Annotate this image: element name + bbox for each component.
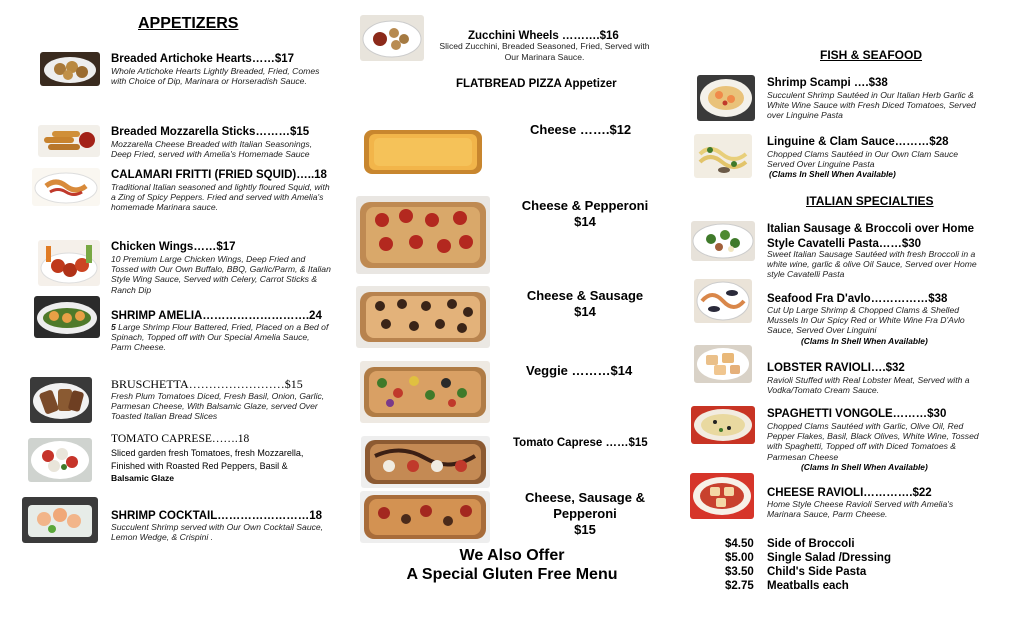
zucchini-desc: Sliced Zucchini, Breaded Seasoned, Fried, Served with Our Marinara Sauce. [439, 41, 650, 62]
appetizer-title: CALAMARI FRITTI (FRIED SQUID)…..18 [111, 169, 327, 181]
flatbread-veggie-label: Veggie ………$14 [526, 363, 633, 378]
side-price: $3.50 [725, 566, 754, 578]
italian-note: (Clams In Shell When Available) [801, 336, 928, 346]
shrimp-amelia-photo [34, 296, 100, 338]
sides-list [725, 534, 891, 590]
mozzarella-sticks-photo [38, 125, 100, 157]
appetizer-title: Chicken Wings……$17 [111, 241, 236, 253]
italian-specialties-header: ITALIAN SPECIALTIES [806, 194, 934, 208]
appetizer-desc [111, 447, 326, 485]
flatbread-csp-price: $15 [574, 522, 596, 537]
caprese-desc-text2: Balsamic Glaze [111, 473, 175, 483]
italian-title: LOBSTER RAVIOLI….$32 [767, 362, 905, 374]
appetizer-title: BRUSCHETTA……………………$15 [111, 377, 303, 391]
shrimp-amelia-desc-text: Large Shrimp Flour Battered, Fried, Placed on a Bed of Spinach, Topped off with Our Special Amelia Sauce, [111, 322, 329, 343]
italian-title-line1: Italian Sausage & Broccoli over Home [767, 223, 975, 235]
appetizer-desc: Whole Artichoke Hearts Lightly Breaded, Fried, Comes with Choice of Dip, Marinara or Horseradish Sauce. [111, 66, 320, 87]
gluten-line2: A Special Gluten Free Menu [406, 566, 618, 583]
flatbread-cheese-photo [360, 120, 486, 184]
tomato-caprese-photo [28, 438, 92, 482]
shrimp-count: 5 [111, 322, 116, 332]
italian-title [767, 222, 974, 252]
side-item [725, 548, 891, 562]
side-name: Single Salad /Dressing [767, 552, 891, 564]
fish-title: Linguine & Clam Sauce………$28 [767, 136, 949, 148]
lobster-ravioli-photo [694, 345, 752, 383]
italian-desc: Home Style Cheese Ravioli Served with Amelia's Marinara Sauce, Parm Cheese. [767, 499, 954, 520]
appetizer-title: SHRIMP COCKTAIL……………………18 [111, 510, 323, 522]
appetizer-title: TOMATO CAPRESE…….18 [111, 433, 250, 445]
flatbread-caprese-photo [361, 436, 490, 488]
sausage-broccoli-photo [691, 221, 755, 261]
bruschetta-photo [30, 377, 92, 423]
appetizer-title: SHRIMP AMELIA……………………….24 [111, 310, 322, 322]
fish-desc: Chopped Clams Sautéed in Our Own Clam Sauce Served Over Linguine Pasta [767, 149, 959, 170]
shrimp-amelia-desc-text2: Parm Cheese. [111, 342, 166, 353]
seafood-fra-diavolo-photo [694, 279, 752, 323]
side-price: $5.00 [725, 552, 754, 564]
flatbread-sausage-name: Cheese & Sausage [526, 288, 644, 303]
flatbread-cheese-label: Cheese …….$12 [530, 122, 632, 137]
linguine-clam-photo [694, 134, 752, 178]
cheese-ravioli-photo [690, 473, 754, 519]
italian-note: (Clams In Shell When Available) [801, 462, 928, 472]
gluten-line1: We Also Offer [459, 547, 565, 564]
artichoke-photo [40, 52, 100, 86]
appetizer-desc: Succulent Shrimp served with Our Own Cocktail Sauce, Lemon Wedge, & Crispini . [111, 522, 324, 543]
flatbread-veggie-photo [360, 361, 490, 423]
side-name: Meatballs each [767, 580, 849, 592]
zucchini-photo [360, 15, 424, 61]
italian-title: Seafood Fra D'avlo……………$38 [767, 293, 948, 305]
appetizer-desc: Mozzarella Cheese Breaded with Italian Seasonings, Deep Fried, served with Amelia's Homemade Sauce [111, 139, 313, 160]
side-name: Child's Side Pasta [767, 566, 867, 578]
appetizers-header: APPETIZERS [138, 15, 239, 32]
side-item [725, 576, 891, 590]
appetizer-desc: Fresh Plum Tomatoes Diced, Fresh Basil, Onion, Garlic, Parmesan Cheese, With Balsamic Glaze, served Over Toasted Italian Bread Slices [111, 391, 325, 422]
fish-desc: Succulent Shrimp Sautéed in Our Italian Herb Garlic & White Wine Sauce with Fresh Diced Tomatoes, Served over Linguine Pasta [767, 90, 976, 121]
side-name: Side of Broccoli [767, 538, 855, 550]
italian-desc: Sweet Italian Sausage Sautéed with fresh Broccoli in a white wine, garlic & olive Oil Sauce, Served over Home style Cavatelli Pasta [767, 249, 977, 280]
fish-title: Shrimp Scampi ….$38 [767, 77, 888, 89]
flatbread-sausage-label [508, 288, 662, 320]
appetizer-title: Breaded Mozzarella Sticks………$15 [111, 126, 310, 138]
italian-title: CHEESE RAVIOLI………….$22 [767, 487, 932, 499]
flatbread-caprese-label: Tomato Caprese ……$15 [513, 437, 648, 449]
side-price: $2.75 [725, 580, 754, 592]
spaghetti-vongole-photo [691, 406, 755, 444]
side-item [725, 534, 891, 548]
caprese-desc-text: Sliced garden fresh Tomatoes, fresh Mozzarella, Finished with Roasted Red Peppers, Basil & [111, 448, 304, 471]
calamari-photo [32, 168, 100, 206]
appetizer-desc: 10 Premium Large Chicken Wings, Deep Fried and Tossed with Our Own Buffalo, BBQ, Garlic/Parm, & Italian Style Wing Sauce, Served with Celery, Carrot Sticks & Ranch Dip [111, 254, 331, 295]
flatbread-csp-name2: Pepperoni [553, 506, 617, 521]
appetizer-desc [111, 322, 335, 353]
italian-title-line2: Style Cavatelli Pasta……$30 [767, 238, 922, 250]
appetizer-title: Breaded Artichoke Hearts……$17 [111, 53, 295, 65]
shrimp-scampi-photo [697, 75, 755, 121]
fish-seafood-header: FISH & SEAFOOD [820, 48, 923, 62]
side-item [725, 562, 891, 576]
italian-title: SPAGHETTI VONGOLE………$30 [767, 408, 947, 420]
flatbread-sausage-photo [356, 286, 490, 348]
zucchini-title: Zucchini Wheels ……….$16 [468, 30, 619, 42]
appetizer-desc: Traditional Italian seasoned and lightly floured Squid, with a Zing of Spicy Peppers. Fried and served with Amelia's homemade Marinara sauce. [111, 182, 330, 213]
flatbread-sausage-price: $14 [574, 304, 596, 319]
gluten-free-notice [380, 546, 644, 584]
side-price: $4.50 [725, 538, 754, 550]
flatbread-pepperoni-label [508, 198, 662, 230]
flatbread-pepperoni-photo [356, 196, 490, 274]
italian-desc: Ravioli Stuffed with Real Lobster Meat, Served with a Vodka/Tomato Cream Sauce. [767, 375, 970, 396]
italian-desc: Chopped Clams Sautéed with Garlic, Olive Oil, Red Pepper Flakes, Basil, Black Olives, White Wine, Tossed with Spaghetti, Topped off with Diced Tomatoes & Parmesan Cheese [767, 421, 979, 462]
flatbread-pepperoni-price: $14 [574, 214, 596, 229]
shrimp-cocktail-photo [22, 497, 98, 543]
flatbread-csp-name1: Cheese, Sausage & [525, 490, 645, 505]
chicken-wings-photo [38, 240, 100, 286]
fish-note: (Clams In Shell When Available) [769, 169, 896, 179]
flatbread-header: FLATBREAD PIZZA Appetizer [456, 78, 617, 90]
flatbread-cheese-sausage-pepperoni-label [508, 490, 662, 538]
flatbread-cheese-sausage-pepperoni-photo [360, 491, 490, 543]
flatbread-pepperoni-name: Cheese & Pepperoni [521, 198, 649, 213]
italian-desc: Cut Up Large Shrimp & Chopped Clams & Shelled Mussels In Our Spicy Red or White Wine Fra D'Avlo Sauce, Served Over Linguini [767, 305, 965, 336]
